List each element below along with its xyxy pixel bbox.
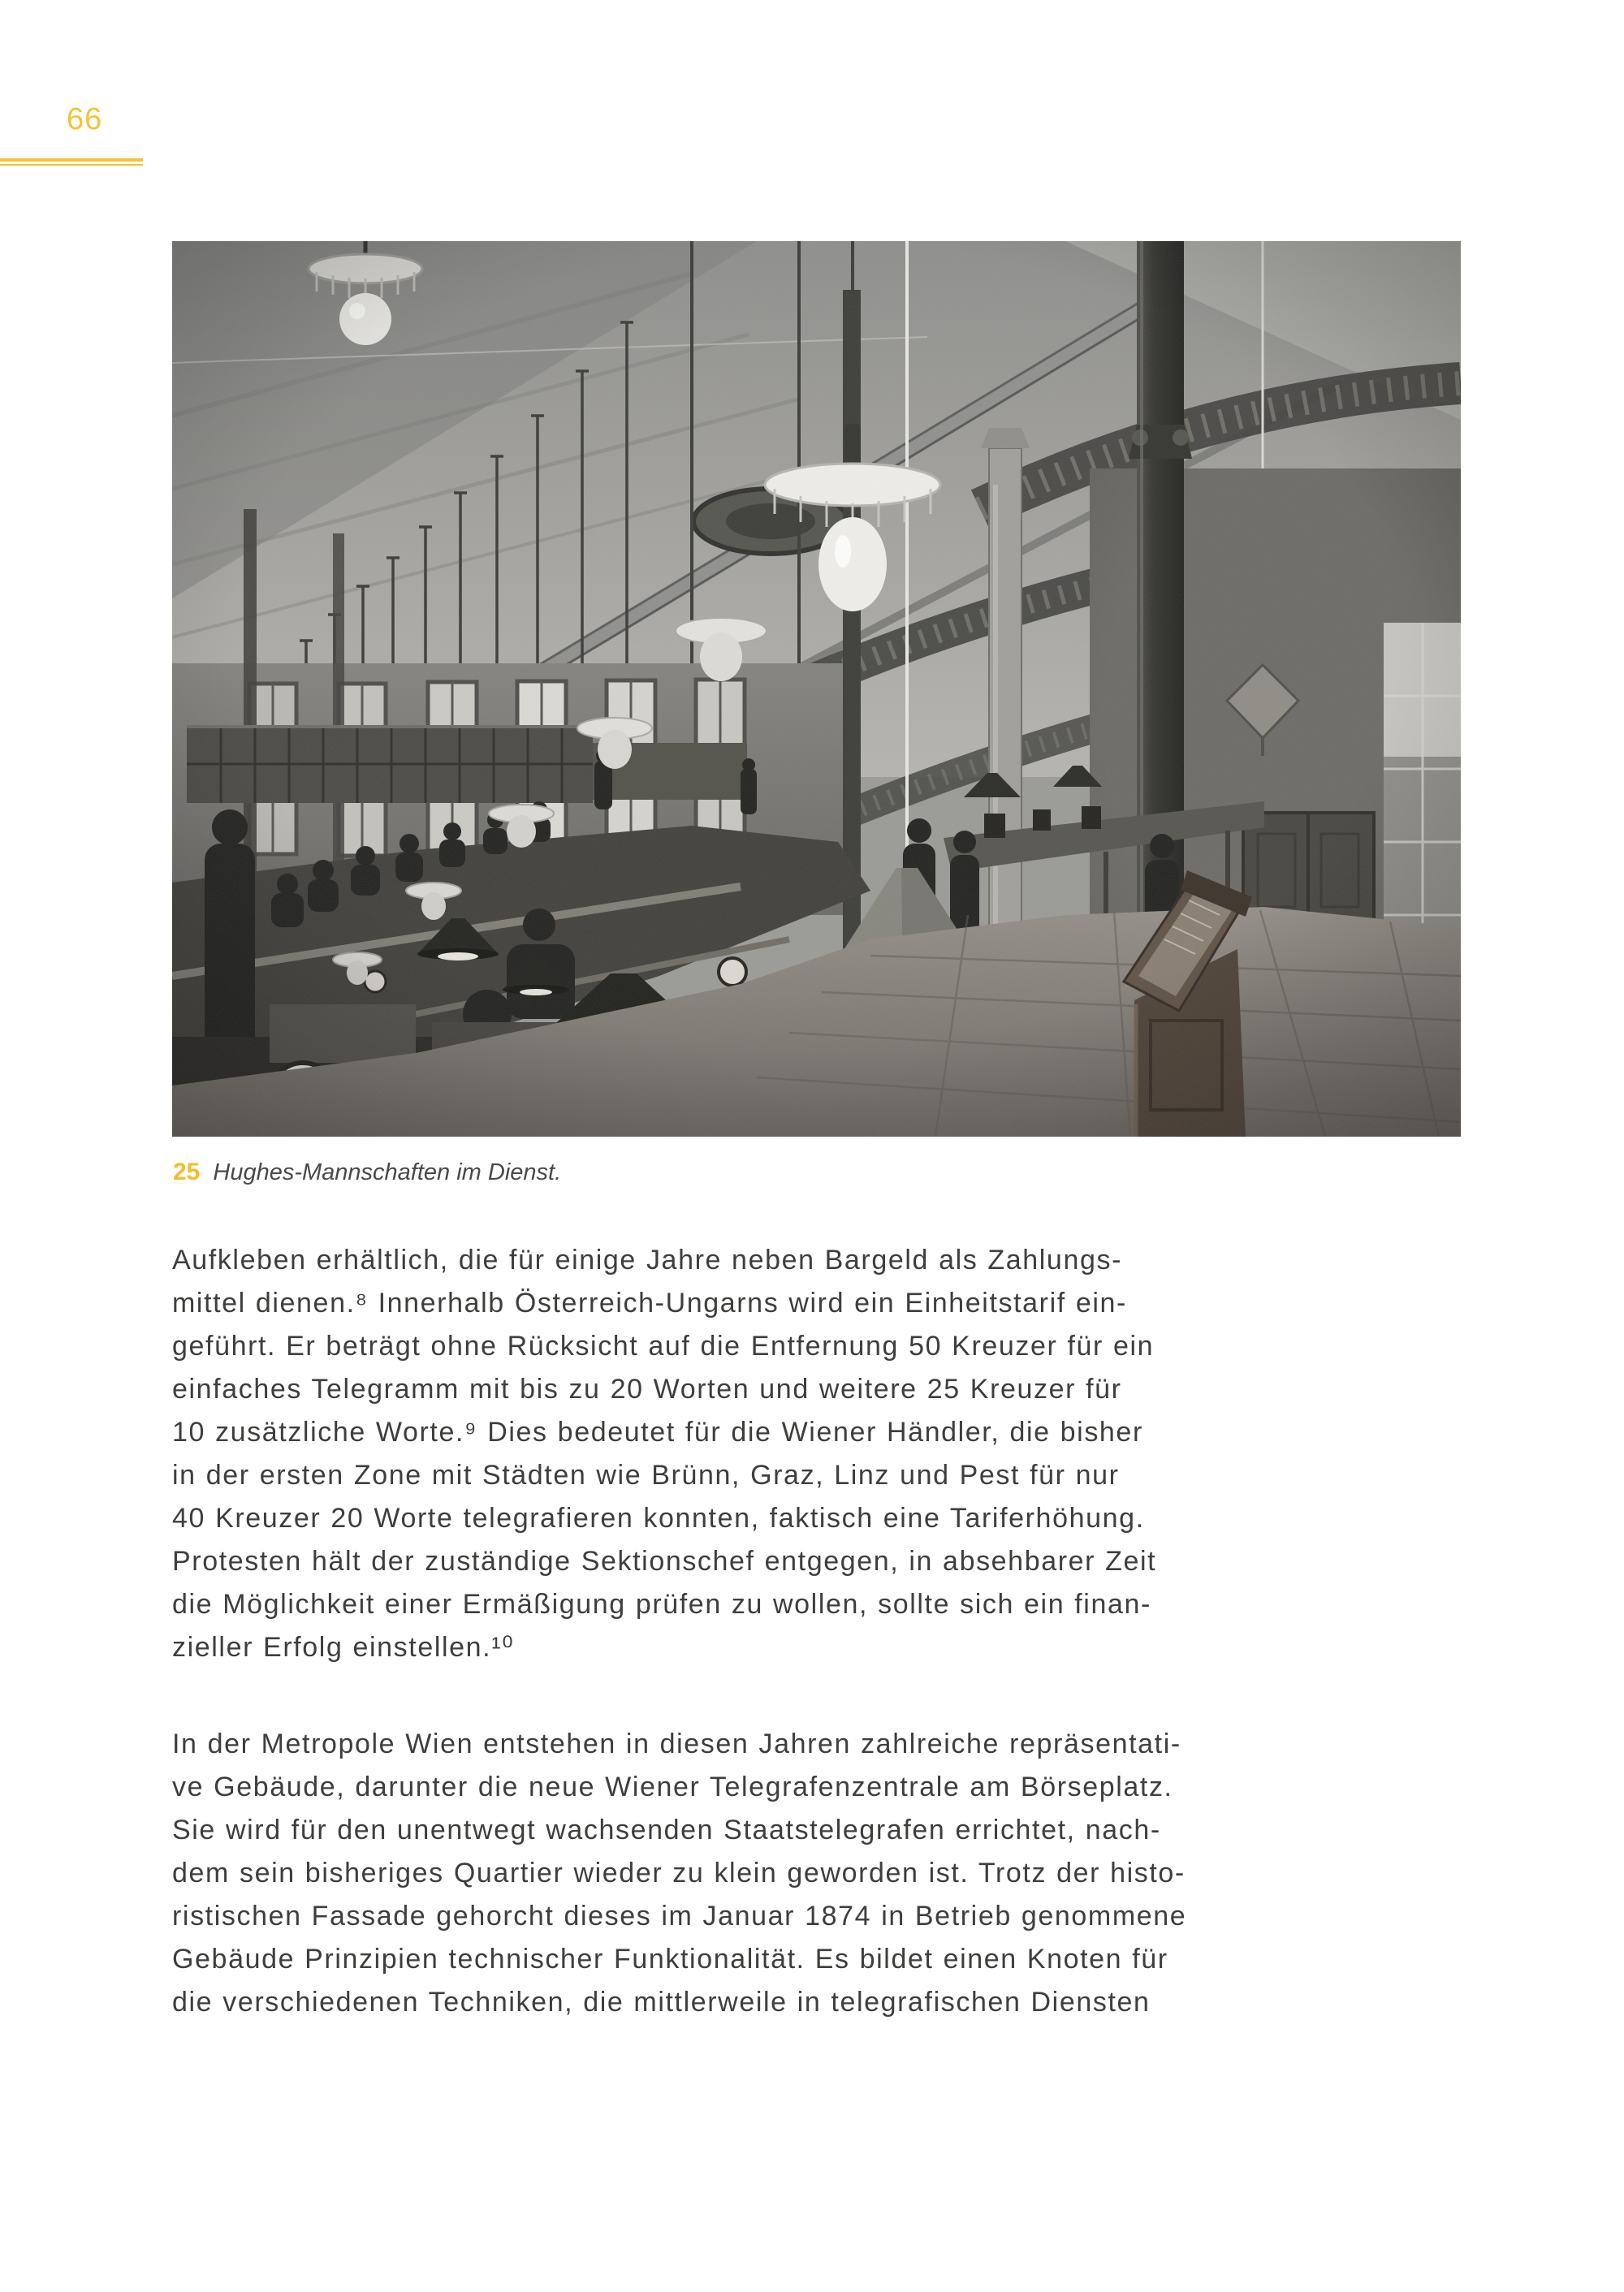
text-line: mittel dienen.⁸ Innerhalb Österreich-Ungarns wird ein Einheitstarif ein- <box>172 1288 1127 1319</box>
text-line: dem sein bisheriges Quartier wieder zu klein geworden ist. Trotz der histo- <box>172 1858 1186 1888</box>
caption-text: Hughes-Mannschaften im Dienst. <box>213 1159 562 1185</box>
text-line: die verschiedenen Techniken, die mittlerweile in telegrafischen Diensten <box>172 1987 1151 2018</box>
paragraph-2 <box>172 1723 1406 2024</box>
text-line: ristischen Fassade gehorcht dieses im Januar 1874 in Betrieb genommene <box>172 1901 1187 1932</box>
text-line: Gebäude Prinzipien technischer Funktionalität. Es bildet einen Knoten für <box>172 1944 1168 1975</box>
figure-caption <box>173 1159 1391 1186</box>
photo-grain <box>172 241 1461 1137</box>
text-line: die Möglichkeit einer Ermäßigung prüfen zu wollen, sollte sich ein finan- <box>172 1589 1151 1620</box>
accent-rule <box>0 158 143 166</box>
text-line: 40 Kreuzer 20 Worte telegrafieren konnten, faktisch eine Tariferhöhung. <box>172 1503 1145 1534</box>
text-line: ve Gebäude, darunter die neue Wiener Telegrafenzentrale am Börseplatz. <box>172 1772 1173 1802</box>
text-line: Protesten hält der zuständige Sektionschef entgegen, in absehbarer Zeit <box>172 1546 1157 1577</box>
text-line: in der ersten Zone mit Städten wie Brünn, Graz, Linz und Pest für nur <box>172 1460 1120 1491</box>
text-line: Sie wird für den unentwegt wachsenden Staatstelegrafen errichtet, nach- <box>172 1815 1161 1845</box>
figure <box>172 241 1461 1137</box>
text-line: geführt. Er beträgt ohne Rücksicht auf die Entfernung 50 Kreuzer für ein <box>172 1331 1155 1362</box>
paragraph-1 <box>172 1239 1406 1669</box>
text-line: Aufkleben erhältlich, die für einige Jahre neben Bargeld als Zahlungs- <box>172 1245 1122 1275</box>
telegraph-hall-photo <box>172 241 1461 1137</box>
caption-number: 25 <box>173 1159 201 1185</box>
body-text <box>172 1239 1406 2024</box>
text-line: einfaches Telegramm mit bis zu 20 Worten und weitere 25 Kreuzer für <box>172 1374 1122 1405</box>
text-line: zieller Erfolg einstellen.¹⁰ <box>172 1632 515 1663</box>
text-line: In der Metropole Wien entstehen in diesen Jahren zahlreiche repräsentati- <box>172 1729 1181 1759</box>
text-line: 10 zusätzliche Worte.⁹ Dies bedeutet für die Wiener Händler, die bisher <box>172 1417 1143 1448</box>
page-number: 66 <box>67 102 103 136</box>
